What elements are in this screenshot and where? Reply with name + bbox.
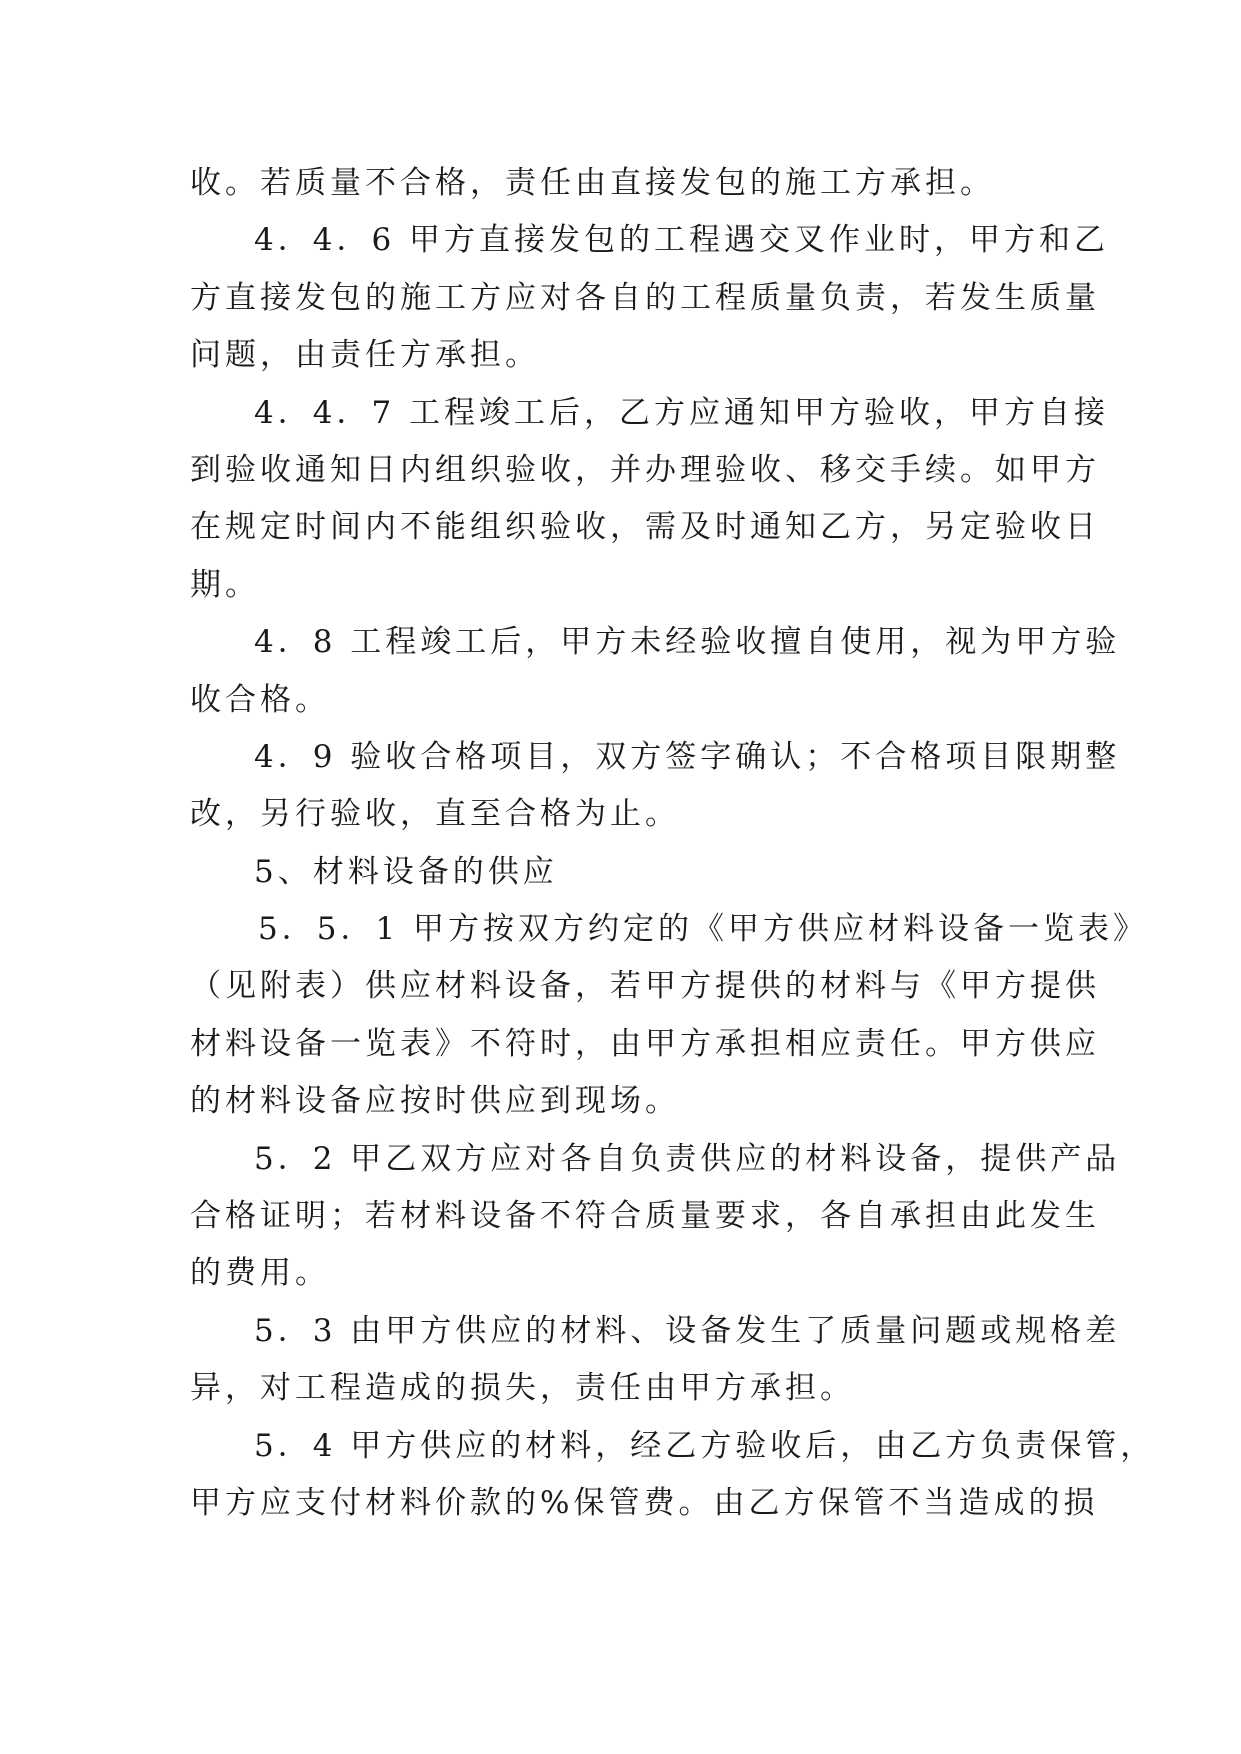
text-line: 收合格。 [190,681,330,718]
text-line: 收。若质量不合格，责任由直接发包的施工方承担。 [190,165,995,201]
text-line: 4．8 工程竣工后，甲方未经验收擅自使用，视为甲方验 [254,624,1121,661]
text-line: （见附表）供应材料设备，若甲方提供的材料与《甲方提供 [190,968,1100,1005]
text-line: 改，另行验收，直至合格为止。 [190,796,680,833]
text-line: 4．4．6 甲方直接发包的工程遇交叉作业时，甲方和乙 [254,222,1110,259]
text-line: 4．4．7 工程竣工后，乙方应通知甲方验收，甲方自接 [254,394,1110,431]
text-line: 在规定时间内不能组织验收，需及时通知乙方，另定验收日 [190,509,1100,546]
text-line: 5．4 甲方供应的材料，经乙方验收后，由乙方负责保管， [254,1427,1156,1464]
text-line: 方直接发包的施工方应对各自的工程质量负责，若发生质量 [190,279,1100,316]
text-line: 4．9 验收合格项目，双方签字确认；不合格项目限期整 [254,738,1121,775]
text-line: 问题，由责任方承担。 [190,337,540,374]
text-line: 5．3 由甲方供应的材料、设备发生了质量问题或规格差 [254,1312,1121,1349]
text-line: 材料设备一览表》不符时，由甲方承担相应责任。甲方供应 [190,1025,1100,1062]
body-text [190,155,1156,1532]
text-line: 的费用。 [190,1255,330,1292]
text-line: 合格证明；若材料设备不符合质量要求，各自承担由此发生 [190,1198,1100,1235]
text-line: 异，对工程造成的损失，责任由甲方承担。 [190,1370,855,1407]
section-heading: 5、材料设备的供应 [254,853,558,890]
text-line: 5．2 甲乙双方应对各自负责供应的材料设备，提供产品 [254,1140,1121,1177]
text-line: 甲方应支付材料价款的%保管费。由乙方保管不当造成的损 [190,1484,1099,1521]
text-line: 期。 [190,566,260,603]
text-line: 到验收通知日内组织验收，并办理验收、移交手续。如甲方 [190,451,1100,488]
text-line: 的材料设备应按时供应到现场。 [190,1083,680,1120]
text-line: 5．5．1 甲方按双方约定的《甲方供应材料设备一览表》 [258,911,1149,948]
